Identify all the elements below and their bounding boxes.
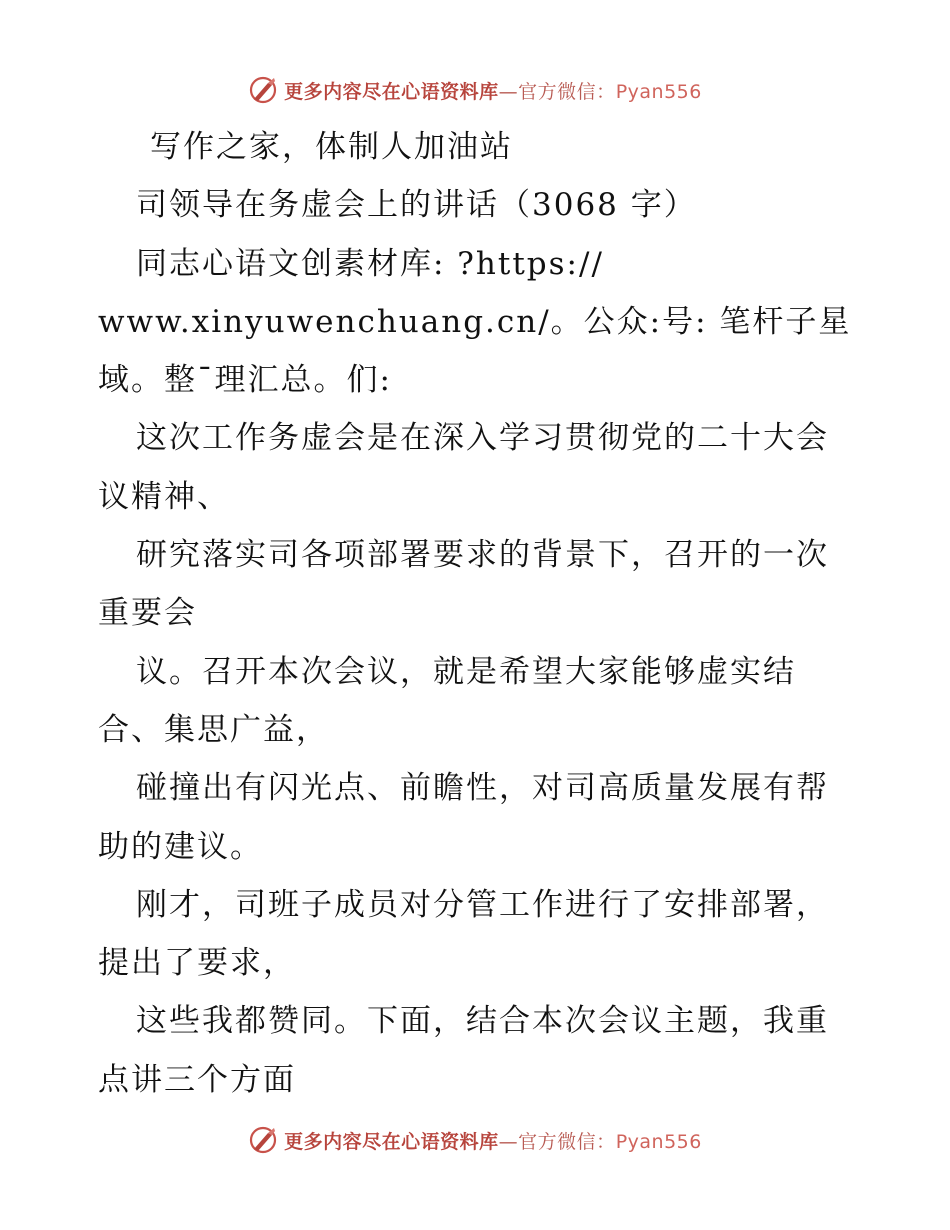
banner-dash: — [498, 80, 519, 103]
doc-title: 司领导在务虚会上的讲话（3068 字） [136, 187, 697, 224]
quill-logo-icon [248, 75, 278, 105]
text-line: www.xinyuwenchuang.cn/。公众:号: 笔杆子星 [98, 303, 852, 340]
banner-main-text: 更多内容尽在心语资料库 [284, 80, 499, 103]
doc-heading: 写作之家，体制人加油站 [150, 129, 513, 165]
text-line: 议。召开本次会议，就是希望大家能够虚实结 [136, 653, 796, 690]
banner-wechat-id: Pyan556 [615, 80, 702, 103]
banner-text [284, 77, 702, 104]
text-line: 提出了要求， [98, 945, 296, 982]
text-line: 点讲三个方面 [98, 1061, 296, 1098]
footer-banner [0, 1120, 950, 1160]
banner-wechat-id: Pyan556 [615, 1130, 702, 1153]
text-line: 助的建议。 [98, 828, 263, 865]
text-line: 刚才，司班子成员对分管工作进行了安排部署， [136, 886, 829, 923]
banner-official-label: 官方微信： [518, 80, 616, 103]
banner-text [284, 1127, 702, 1154]
text-line: 重要会 [98, 595, 197, 632]
text-line: 合、集思广益， [98, 711, 329, 748]
text-line: 碰撞出有闪光点、前瞻性，对司高质量发展有帮 [136, 770, 829, 807]
banner-dash: — [498, 1130, 519, 1153]
text-line: 这些我都赞同。下面，结合本次会议主题，我重 [136, 1003, 829, 1040]
document-body [98, 118, 858, 1109]
header-banner [0, 70, 950, 110]
text-line: 域。整¯理汇总。们: [98, 362, 392, 399]
quill-logo-icon [248, 1125, 278, 1155]
text-line: 议精神、 [98, 478, 230, 515]
banner-official-label: 官方微信： [518, 1130, 616, 1153]
banner-main-text: 更多内容尽在心语资料库 [284, 1130, 499, 1153]
text-line: 研究落实司各项部署要求的背景下，召开的一次 [136, 537, 829, 574]
text-line: 同志心语文创素材库: ?https:// [136, 245, 604, 282]
text-line: 这次工作务虚会是在深入学习贯彻党的二十大会 [136, 420, 829, 457]
